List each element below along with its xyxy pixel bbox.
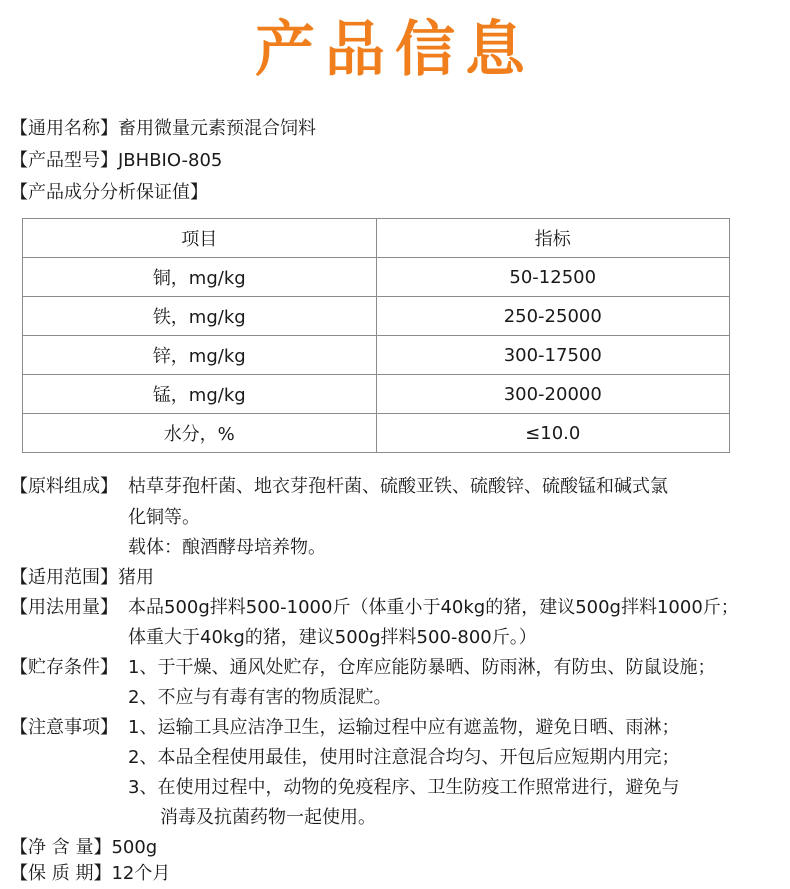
notes-label: 【注意事项】 [10, 717, 118, 738]
table-cell: 水分，% [23, 414, 377, 453]
table-cell: 锰，mg/kg [23, 375, 377, 414]
net-value: 500g [111, 837, 158, 858]
notes-line: 2、本品全程使用最佳，使用时注意混合均匀、开包后应短期内用完； [128, 747, 680, 768]
table-cell: 铁，mg/kg [23, 297, 377, 336]
table-row [23, 375, 730, 414]
table-header: 指标 [376, 219, 730, 258]
table-row [23, 258, 730, 297]
scope-row [10, 566, 154, 590]
storage-line: 1、于干燥、通风处贮存，仓库应能防暴晒、防雨淋，有防虫、防鼠设施； [128, 657, 716, 678]
table-cell: 铜，mg/kg [23, 258, 377, 297]
net-label: 【净 含 量】 [10, 837, 112, 858]
notes-line: 1、运输工具应洁净卫生，运输过程中应有遮盖物，避免日晒、雨淋； [128, 717, 680, 738]
carrier-line: 载体：酿酒酵母培养物。 [128, 537, 326, 558]
model-row [10, 149, 222, 173]
usage-label: 【用法用量】 [10, 597, 118, 618]
ingredients-label: 【原料组成】 [10, 476, 118, 497]
notes-line: 消毒及抗菌药物一起使用。 [160, 807, 376, 828]
analysis-table [22, 218, 730, 453]
usage-line: 本品500g拌料500-1000斤（体重小于40kg的猪，建议500g拌料1000斤； [128, 597, 739, 618]
table-header-row [23, 219, 730, 258]
page-title: 产品信息 [255, 15, 535, 85]
table-cell: 50-12500 [376, 258, 730, 297]
name-label: 【通用名称】 [10, 118, 118, 139]
table-cell: 锌，mg/kg [23, 336, 377, 375]
table-cell: 250-25000 [376, 297, 730, 336]
name-row [10, 117, 316, 141]
scope-value: 猪用 [118, 567, 154, 588]
table-row [23, 336, 730, 375]
table-cell: 300-17500 [376, 336, 730, 375]
shelf-value: 12个月 [111, 863, 171, 884]
table-cell: 300-20000 [376, 375, 730, 414]
storage-line: 2、不应与有毒有害的物质混贮。 [128, 687, 392, 708]
table-header: 项目 [23, 219, 377, 258]
ingredients-line: 化铜等。 [128, 507, 200, 528]
usage-line: 体重大于40kg的猪，建议500g拌料500-800斤。） [128, 627, 537, 648]
shelf-row [10, 862, 170, 886]
model-label: 【产品型号】 [10, 150, 118, 171]
analysis-heading: 【产品成分分析保证值】 [10, 182, 208, 203]
net-row [10, 836, 157, 860]
table-row [23, 297, 730, 336]
shelf-label: 【保 质 期】 [10, 863, 112, 884]
model-value: JBHBIO-805 [118, 150, 223, 171]
ingredients-line: 枯草芽孢杆菌、地衣芽孢杆菌、硫酸亚铁、硫酸锌、硫酸锰和碱式氯 [128, 476, 668, 497]
notes-line: 3、在使用过程中，动物的免疫程序、卫生防疫工作照常进行，避免与 [128, 777, 680, 798]
table-row [23, 414, 730, 453]
storage-label: 【贮存条件】 [10, 657, 118, 678]
name-value: 畜用微量元素预混合饲料 [118, 118, 316, 139]
table-cell: ≤10.0 [376, 414, 730, 453]
scope-label: 【适用范围】 [10, 567, 118, 588]
